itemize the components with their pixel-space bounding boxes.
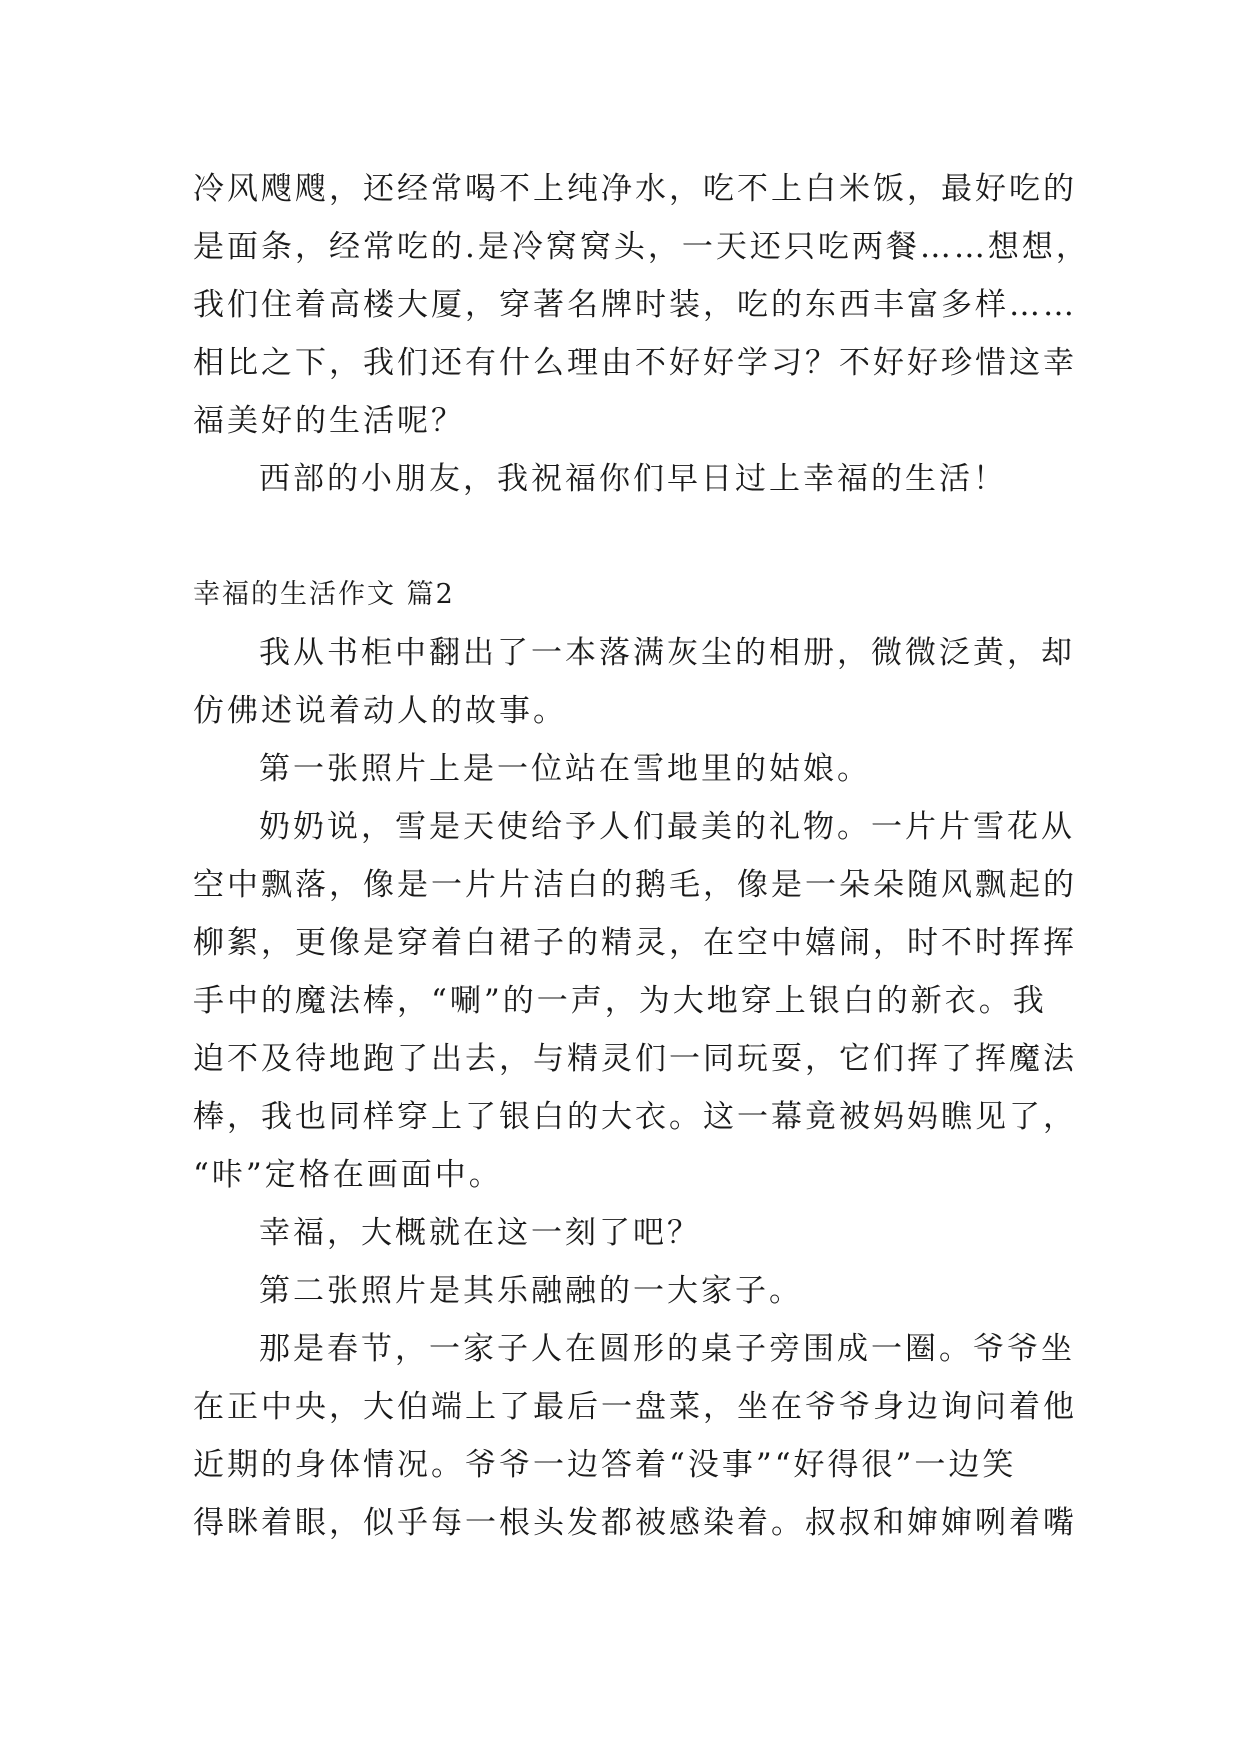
text-line: 空中飘落，像是一片片洁白的鹅毛，像是一朵朵随风飘起的 — [193, 867, 1077, 903]
paragraph — [193, 1262, 1063, 1320]
document-body — [193, 160, 1090, 1552]
paragraph — [193, 798, 1077, 1204]
paragraph — [193, 624, 1075, 740]
text-line: 幸福，大概就在这一刻了吧？ — [259, 1215, 701, 1251]
text-line: 棒，我也同样穿上了银白的大衣。这一幕竟被妈妈瞧见了， — [193, 1099, 1077, 1135]
text-line: 得眯着眼，似乎每一根头发都被感染着。叔叔和婶婶咧着嘴 — [193, 1505, 1077, 1541]
text-line: 近期的身体情况。爷爷一边答着“没事”“好得很”一边笑 — [193, 1447, 1017, 1483]
text-line: 我从书柜中翻出了一本落满灰尘的相册，微微泛黄，却 — [259, 635, 1075, 671]
text-line: 第一张照片上是一位站在雪地里的姑娘。 — [259, 751, 871, 787]
text-line: 仿佛述说着动人的故事。 — [193, 693, 567, 729]
paragraph-continuation — [193, 160, 1090, 450]
section-heading: 幸福的生活作文 篇2 — [193, 579, 455, 610]
text-line: 手中的魔法棒，“唰”的一声，为大地穿上银白的新衣。我 — [193, 983, 1047, 1019]
text-line: “咔”定格在画面中。 — [193, 1157, 503, 1193]
text-line: 相比之下，我们还有什么理由不好好学习？不好好珍惜这幸 — [193, 345, 1077, 381]
text-line: 西部的小朋友，我祝福你们早日过上幸福的生活！ — [259, 461, 1007, 497]
text-line: 那是春节，一家子人在圆形的桌子旁围成一圈。爷爷坐 — [259, 1331, 1075, 1367]
paragraph — [193, 1320, 1077, 1552]
text-line: 冷风飕飕，还经常喝不上纯净水，吃不上白米饭，最好吃的 — [193, 171, 1077, 207]
text-line: 在正中央，大伯端上了最后一盘菜，坐在爷爷身边询问着他 — [193, 1389, 1077, 1425]
text-line: 第二张照片是其乐融融的一大家子。 — [259, 1273, 803, 1309]
section-gap — [193, 508, 1063, 566]
text-line: 奶奶说，雪是天使给予人们最美的礼物。一片片雪花从 — [259, 809, 1075, 845]
text-line: 我们住着高楼大厦，穿著名牌时装，吃的东西丰富多样…… — [193, 287, 1077, 323]
text-line: 柳絮，更像是穿着白裙子的精灵，在空中嬉闹，时不时挥挥 — [193, 925, 1077, 961]
text-line: 福美好的生活呢？ — [193, 403, 465, 439]
text-line: 是面条，经常吃的.是冷窝窝头，一天还只吃两餐……想想， — [193, 229, 1090, 265]
paragraph — [193, 1204, 1063, 1262]
paragraph — [193, 740, 1063, 798]
text-line: 迫不及待地跑了出去，与精灵们一同玩耍，它们挥了挥魔法 — [193, 1041, 1077, 1077]
paragraph-closing — [193, 450, 1063, 508]
